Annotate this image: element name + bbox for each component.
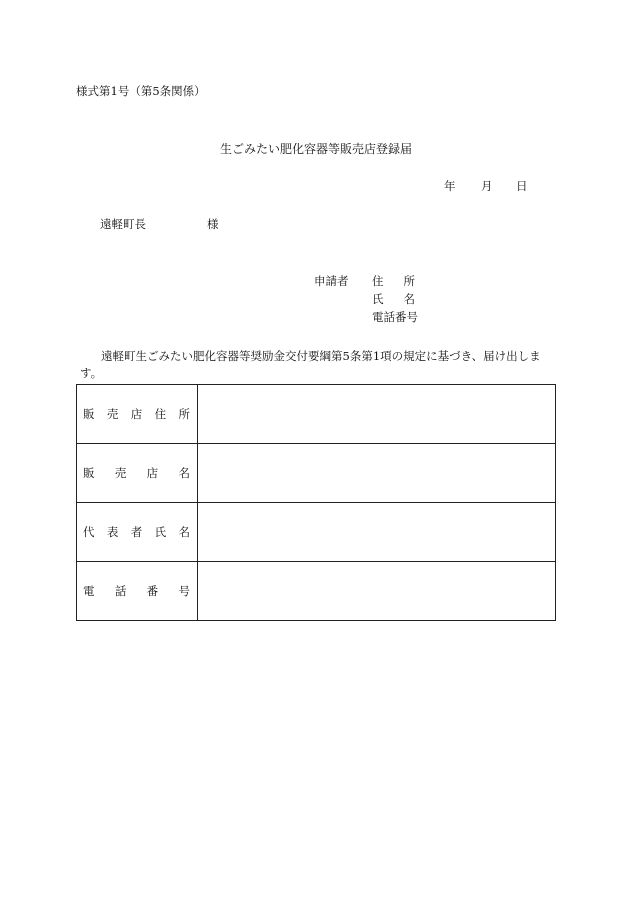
shop-name-label-cell <box>77 444 198 503</box>
label-char: 販 <box>83 466 95 480</box>
table-row-shop-address <box>77 385 556 444</box>
label-char: 代 <box>83 525 95 539</box>
representative-name-value-cell[interactable] <box>198 503 556 562</box>
label-char: 表 <box>106 525 119 539</box>
date-year-label: 年 <box>444 179 456 193</box>
form-number: 様式第1号（第5条関係） <box>76 84 206 98</box>
shop-address-value-cell[interactable] <box>198 385 556 444</box>
label-char: 店 <box>130 407 143 421</box>
shop-address-label-cell <box>77 385 198 444</box>
label-char: 販 <box>83 407 95 421</box>
applicant-label: 申請者 <box>314 274 349 288</box>
label-char: 話 <box>114 584 127 598</box>
table-row-phone-number <box>77 562 556 621</box>
document-title: 生ごみたい肥化容器等販売店登録届 <box>220 142 413 156</box>
label-char: 名 <box>178 466 190 480</box>
label-char: 号 <box>178 584 190 598</box>
date-day-label: 日 <box>516 179 528 193</box>
label-char: 所 <box>178 407 190 421</box>
representative-name-label-cell <box>77 503 198 562</box>
addressee-town-mayor: 遠軽町長 <box>100 217 146 231</box>
shop-name-value-cell[interactable] <box>198 444 556 503</box>
label-char: 売 <box>106 407 119 421</box>
phone-number-value-cell[interactable] <box>198 562 556 621</box>
date-month-label: 月 <box>481 179 493 193</box>
table-row-representative-name <box>77 503 556 562</box>
table-row-shop-name <box>77 444 556 503</box>
phone-number-label-cell <box>77 562 198 621</box>
label-char: 番 <box>146 584 159 598</box>
label-char: 電 <box>83 584 95 598</box>
applicant-name-label: 氏名 <box>372 292 435 306</box>
label-char: 住 <box>154 407 167 421</box>
label-char: 名 <box>178 525 190 539</box>
applicant-phone-label: 電話番号 <box>372 310 418 324</box>
addressee-honorific: 様 <box>207 217 219 231</box>
label-char: 者 <box>130 525 143 539</box>
label-char: 氏 <box>154 525 167 539</box>
label-char: 売 <box>114 466 127 480</box>
shop-info-table <box>76 384 556 621</box>
declaration-statement: 遠軽町生ごみたい肥化容器等奨励金交付要綱第5条第1項の規定に基づき、届け出します。 <box>80 349 541 380</box>
label-char: 店 <box>146 466 159 480</box>
applicant-address-label: 住所 <box>372 274 435 288</box>
